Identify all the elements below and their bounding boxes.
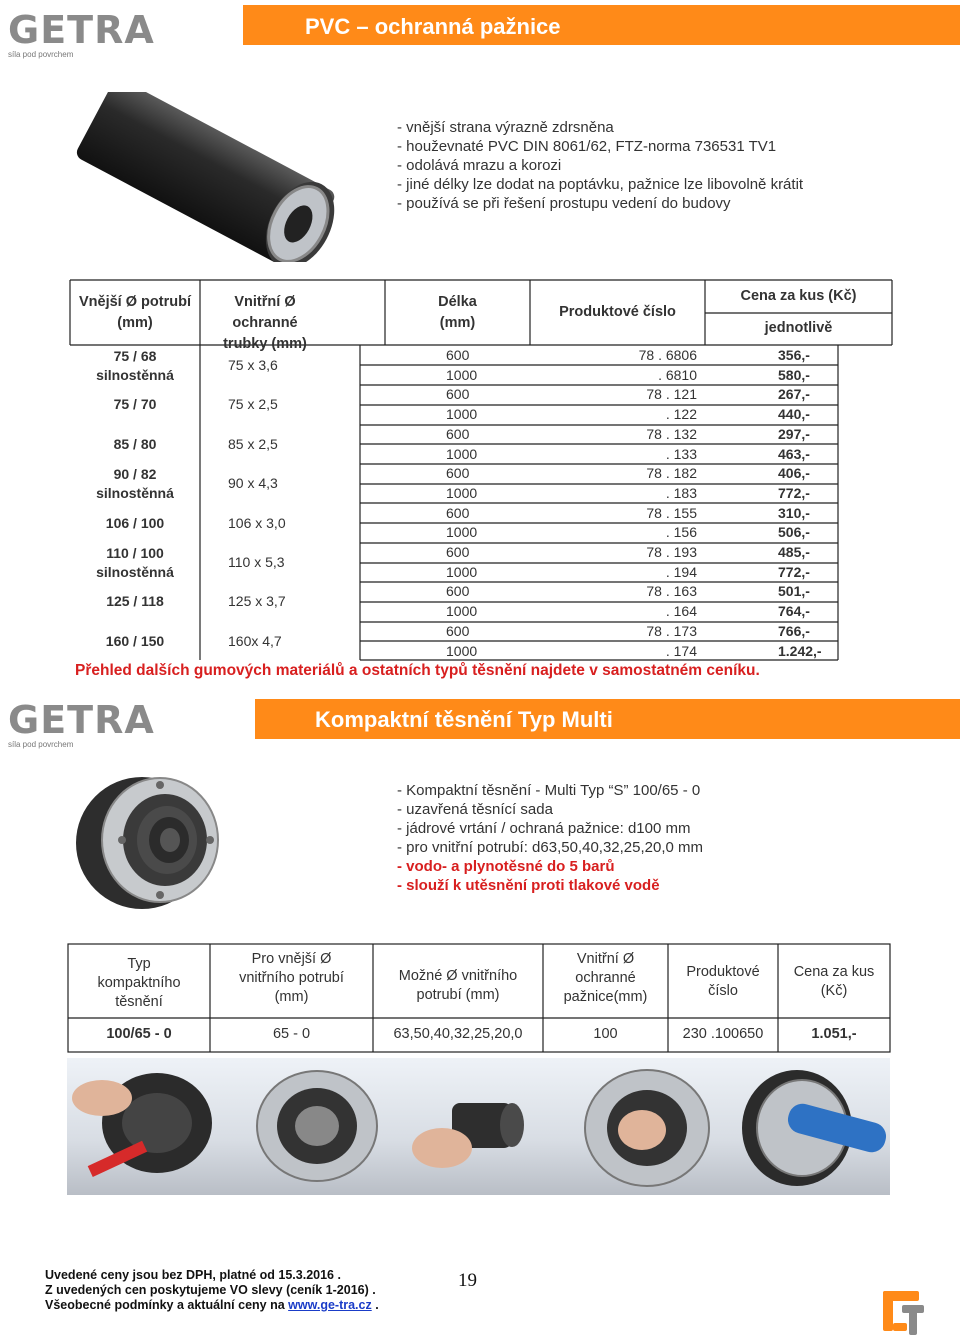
- outer-diameter-cell: 110 / 100 silnostěnná: [96, 545, 174, 580]
- logo-text: GETRA: [8, 698, 155, 742]
- price-cell: 440,-: [778, 406, 810, 423]
- footer-line: Z uvedených cen poskytujeme VO slevy (ceník 1-2016) .: [45, 1283, 376, 1297]
- photo-pipe-installed: [727, 1058, 890, 1195]
- section-title: PVC – ochranná pažnice: [305, 14, 561, 39]
- header-outer-for-inner: Pro vnější Ø vnitřního potrubí (mm): [239, 951, 344, 1005]
- website-link[interactable]: www.ge-tra.cz: [288, 1298, 372, 1312]
- inner-diameter-cell: 85 x 2,5: [228, 435, 278, 452]
- product-code-cell: . 122: [665, 406, 697, 423]
- product-code-cell: . 133: [665, 445, 697, 462]
- product-number-cell: 230 .100650: [682, 1026, 764, 1042]
- photo-cutting-seal: [67, 1058, 232, 1195]
- length-cell: 1000: [446, 524, 478, 541]
- header-price: Cena za kus (Kč): [740, 288, 857, 304]
- length-cell: 1000: [446, 603, 478, 620]
- length-cell: 600: [446, 544, 470, 560]
- header-product-code: Produktové číslo: [559, 304, 676, 320]
- product-code-cell: 78 . 163: [646, 583, 697, 600]
- photo-sleeve-insert: [397, 1058, 562, 1195]
- bullet-item: - uzavřená těsnící sada: [397, 801, 553, 818]
- length-cell: 600: [446, 386, 470, 403]
- sleeve-inner-cell: 100: [593, 1026, 618, 1042]
- section2-title: Kompaktní těsnění Typ Multi: [315, 707, 613, 732]
- bullet-item: - odolává mrazu a korozi: [397, 157, 562, 174]
- length-cell: 1000: [446, 563, 478, 580]
- header-possible-inner: Možné Ø vnitřního potrubí (mm): [398, 968, 518, 1003]
- header-seal-type: Typ kompaktního těsnění: [97, 956, 181, 1010]
- length-cell: 1000: [446, 484, 478, 501]
- length-cell: 1000: [446, 366, 478, 383]
- product-code-cell: 78 . 6806: [638, 347, 697, 363]
- outer-diameter-cell: 75 / 68 silnostěnná: [96, 348, 174, 383]
- inner-diameter-cell: 75 x 3,6: [228, 357, 278, 373]
- footer-notes: [45, 1268, 379, 1313]
- inner-diameter-cell: 160x 4,7: [228, 632, 282, 649]
- header-outer-diameter: Vnější Ø potrubí (mm): [79, 294, 191, 331]
- possible-inner-cell: 63,50,40,32,25,20,0: [393, 1026, 523, 1042]
- length-cell: 600: [446, 583, 470, 600]
- price-cell: 463,-: [778, 445, 810, 462]
- getra-emblem-icon: [880, 1288, 928, 1338]
- product-code-cell: . 174: [665, 642, 697, 659]
- price-cell: 766,-: [778, 622, 810, 639]
- installation-photos: [67, 1058, 890, 1195]
- product-code-cell: 78 . 182: [646, 465, 697, 482]
- price-cell: 501,-: [778, 583, 810, 600]
- bullet-item: - pro vnitřní potrubí: d63,50,40,32,25,20,0 mm: [397, 839, 704, 856]
- product-code-cell: 78 . 132: [646, 425, 697, 442]
- outer-diameter-cell: 106 / 100: [105, 514, 165, 531]
- price-cell: 406,-: [778, 465, 810, 482]
- inner-diameter-cell: 106 x 3,0: [228, 514, 286, 531]
- header-price-sub: jednotlivě: [764, 320, 833, 336]
- inner-diameter-cell: 110 x 5,3: [228, 554, 285, 570]
- materials-note: Přehled dalších gumových materiálů a ostatních typů těsnění najdete v samostatném ceníku.: [75, 662, 760, 679]
- outer-diameter-cell: 85 / 80: [113, 435, 157, 452]
- bullet-item-highlight: - vodo- a plynotěsné do 5 barů: [397, 858, 615, 875]
- outer-diameter-cell: 90 / 82 silnostěnná: [96, 466, 174, 502]
- length-cell: 600: [446, 622, 470, 639]
- price-cell: 356,-: [778, 347, 810, 363]
- outer-diameter-cell: 75 / 70: [113, 396, 157, 413]
- length-cell: 600: [446, 504, 470, 521]
- price-cell: 764,-: [778, 603, 810, 620]
- bullet-item: - Kompaktní těsnění - Multi Typ “S” 100/65 - 0: [397, 782, 701, 799]
- inner-diameter-cell: 90 x 4,3: [228, 475, 278, 492]
- bullet-item: - houževnaté PVC DIN 8061/62, FTZ-norma 736531 TV1: [397, 138, 777, 155]
- bullet-item-highlight: - slouží k utěsnění proti tlakové vodě: [397, 877, 660, 894]
- header-inner-diameter: Vnitřní Ø ochranné trubky (mm): [223, 294, 307, 352]
- product-code-cell: 78 . 155: [646, 504, 697, 521]
- bullet-item: - jádrové vrtání / ochraná pažnice: d100 mm: [397, 820, 691, 837]
- header-length: Délka (mm): [438, 294, 477, 331]
- product-code-cell: . 164: [665, 603, 697, 620]
- header-sleeve-inner: Vnitřní Ø ochranné pažnice(mm): [563, 951, 648, 1005]
- length-cell: 600: [446, 347, 470, 363]
- product-code-cell: 78 . 121: [646, 386, 697, 403]
- length-cell: 1000: [446, 445, 478, 462]
- length-cell: 1000: [446, 642, 478, 659]
- outer-diameter-cell: 125 / 118: [106, 593, 164, 610]
- length-cell: 600: [446, 465, 470, 482]
- product-code-cell: 78 . 193: [646, 544, 697, 560]
- outer-for-inner-cell: 65 - 0: [272, 1026, 311, 1042]
- price-cell: 297,-: [778, 425, 810, 442]
- logo-tagline: síla pod povrchem: [8, 740, 74, 749]
- length-cell: 1000: [446, 406, 478, 423]
- inner-diameter-cell: 125 x 3,7: [228, 593, 286, 610]
- price-cell: 580,-: [778, 366, 810, 383]
- photo-inserting-seal: [562, 1058, 727, 1195]
- inner-diameter-cell: 75 x 2,5: [228, 396, 278, 413]
- price-cell: 506,-: [778, 524, 810, 541]
- bullet-item: - vnější strana výrazně zdrsněna: [397, 119, 614, 136]
- price-cell: 310,-: [778, 504, 810, 521]
- page-number: 19: [458, 1270, 477, 1291]
- outer-diameter-cell: 160 / 150: [105, 632, 165, 649]
- header-unit-price: Cena za kus (Kč): [793, 964, 875, 999]
- product-code-cell: . 6810: [658, 366, 697, 383]
- photo-seal-ring: [232, 1058, 397, 1195]
- footer-line: Všeobecné podmínky a aktuální ceny na www.ge-tra.cz .: [45, 1298, 379, 1312]
- logo-text: GETRA: [8, 8, 155, 52]
- price-cell: 772,-: [778, 563, 810, 580]
- header-product-number: Produktové číslo: [686, 964, 760, 999]
- price-cell: 267,-: [778, 386, 810, 403]
- product-code-cell: 78 . 173: [646, 622, 697, 639]
- bullet-item: - používá se při řešení prostupu vedení do budovy: [397, 195, 731, 212]
- unit-price-cell: 1.051,-: [811, 1026, 857, 1042]
- footer-line: Uvedené ceny jsou bez DPH, platné od 15.3.2016 .: [45, 1268, 341, 1282]
- logo-tagline: síla pod povrchem: [8, 50, 74, 59]
- seal-type-cell: 100/65 - 0: [106, 1026, 172, 1042]
- price-cell: 772,-: [778, 484, 810, 501]
- product-code-cell: . 156: [665, 524, 697, 541]
- product-code-cell: . 194: [665, 563, 697, 580]
- length-cell: 600: [446, 425, 470, 442]
- price-cell: 1.242,-: [778, 642, 822, 659]
- price-cell: 485,-: [778, 544, 810, 560]
- product-code-cell: . 183: [665, 484, 697, 501]
- bullet-item: - jiné délky lze dodat na poptávku, pažnice lze libovolně krátit: [397, 176, 804, 193]
